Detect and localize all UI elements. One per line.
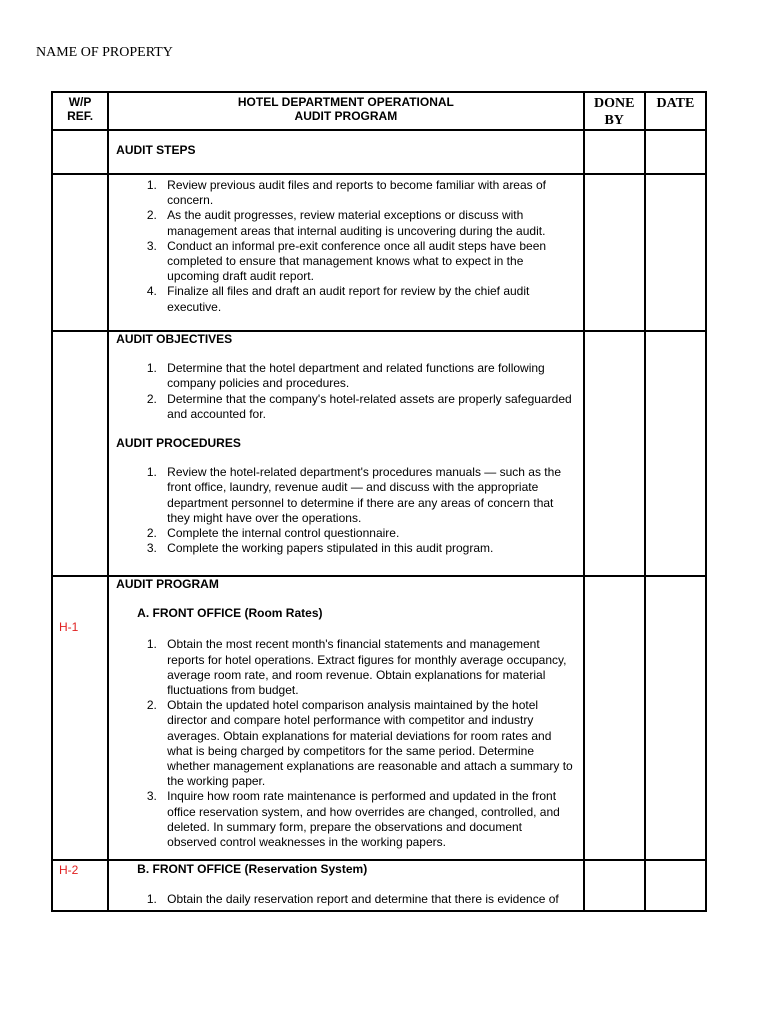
audit-program-row-h2 bbox=[52, 860, 706, 911]
audit-program-cell-b bbox=[108, 860, 583, 911]
list-item: 1. Obtain the most recent month's financial statements and management reports for hotel operations. Extract figures for monthly average occupancy, average room rate, and room revenue. Obtain explanations for material fluctuations from budget. bbox=[160, 637, 574, 698]
list-item: 4. Finalize all files and draft an audit report for review by the chief audit executive. bbox=[160, 284, 574, 314]
list-item: 2. Obtain the updated hotel comparison analysis maintained by the hotel director and compare hotel performance with competitor and industry averages. Obtain explanations for material deviations for room rates and what is being charged by competitors for the same period. Determine whether management explanations are reasonable and attach a summary to the working paper. bbox=[160, 698, 574, 789]
ref-tag-h2: H-2 bbox=[59, 863, 79, 877]
ref-cell-h1 bbox=[52, 576, 108, 860]
section-a-title: A. FRONT OFFICE (Room Rates) bbox=[137, 606, 323, 621]
list-item: 2. As the audit progresses, review material exceptions or discuss with management areas that internal auditing is uncovering during the audit. bbox=[160, 208, 574, 238]
list-item: 2. Determine that the company's hotel-related assets are properly safeguarded and accounted for. bbox=[160, 392, 574, 422]
wp-ref-header-line-2: REF. bbox=[67, 109, 94, 123]
ref-cell bbox=[52, 331, 108, 576]
ref-cell-h2 bbox=[52, 860, 108, 911]
list-item: 2. Complete the internal control questionnaire. bbox=[160, 526, 574, 541]
wp-ref-header-line-1: W/P bbox=[68, 95, 92, 109]
date-cell[interactable] bbox=[645, 130, 706, 174]
date-cell[interactable] bbox=[645, 860, 706, 911]
audit-program-cell-a bbox=[108, 576, 583, 860]
ref-cell bbox=[52, 130, 108, 174]
done-by-cell[interactable] bbox=[584, 331, 645, 576]
list-item: 3. Conduct an informal pre-exit conference once all audit steps have been completed to ensure that management knows what to expect in the upcoming draft audit report. bbox=[160, 239, 574, 285]
audit-program-heading: AUDIT PROGRAM bbox=[116, 577, 219, 591]
audit-steps-cell bbox=[108, 174, 583, 331]
done-by-cell[interactable] bbox=[584, 130, 645, 174]
list-item: 3. Complete the working papers stipulated in this audit program. bbox=[160, 541, 574, 556]
audit-steps-heading-cell bbox=[108, 130, 583, 174]
audit-steps-heading-row bbox=[52, 130, 706, 174]
audit-steps-list bbox=[116, 178, 574, 315]
list-item: 1. Determine that the hotel department and related functions are following company policies and procedures. bbox=[160, 361, 574, 391]
audit-procedures-list bbox=[116, 465, 574, 556]
list-item: 1. Obtain the daily reservation report and determine that there is evidence of bbox=[160, 892, 574, 907]
date-header bbox=[645, 92, 706, 130]
audit-objectives-heading: AUDIT OBJECTIVES bbox=[116, 332, 233, 346]
ref-tag-h1: H-1 bbox=[59, 620, 79, 634]
audit-steps-heading: AUDIT STEPS bbox=[116, 143, 196, 157]
ref-cell bbox=[52, 174, 108, 331]
audit-steps-row bbox=[52, 174, 706, 331]
objectives-procedures-row bbox=[52, 331, 706, 576]
list-item: 1. Review previous audit files and reports to become familiar with areas of concern. bbox=[160, 178, 574, 208]
section-b-title: B. FRONT OFFICE (Reservation System) bbox=[137, 862, 368, 876]
audit-program-row-h1 bbox=[52, 576, 706, 860]
audit-program-table bbox=[51, 91, 707, 912]
program-title-line-1: HOTEL DEPARTMENT OPERATIONAL bbox=[237, 95, 454, 109]
section-a-list bbox=[116, 637, 574, 850]
list-item: 3. Inquire how room rate maintenance is performed and updated in the front office reservation system, and how overrides are changed, controlled, and deleted. In summary form, prepare the observations and document observed control weaknesses in the working papers. bbox=[160, 789, 574, 850]
section-b-list bbox=[116, 892, 574, 907]
program-title-header bbox=[108, 92, 583, 130]
objectives-procedures-cell bbox=[108, 331, 583, 576]
done-by-cell[interactable] bbox=[584, 174, 645, 331]
header-row bbox=[52, 92, 706, 130]
date-cell[interactable] bbox=[645, 331, 706, 576]
date-header-label: DATE bbox=[656, 96, 695, 111]
done-by-cell[interactable] bbox=[584, 860, 645, 911]
program-title-line-2: AUDIT PROGRAM bbox=[294, 109, 398, 123]
date-cell[interactable] bbox=[645, 576, 706, 860]
done-by-line-1: DONE bbox=[593, 96, 635, 111]
done-by-line-2: BY bbox=[604, 113, 624, 128]
done-by-header bbox=[584, 92, 645, 130]
audit-procedures-heading: AUDIT PROCEDURES bbox=[116, 436, 241, 451]
audit-objectives-list bbox=[116, 361, 574, 422]
property-name-label: NAME OF PROPERTY bbox=[36, 45, 173, 60]
list-item: 1. Review the hotel-related department's procedures manuals — such as the front office, laundry, revenue audit — and discuss with the appropriate department personnel to determine if there are any areas of concern that they might have over the operations. bbox=[160, 465, 574, 526]
done-by-cell[interactable] bbox=[584, 576, 645, 860]
wp-ref-header bbox=[52, 92, 108, 130]
date-cell[interactable] bbox=[645, 174, 706, 331]
